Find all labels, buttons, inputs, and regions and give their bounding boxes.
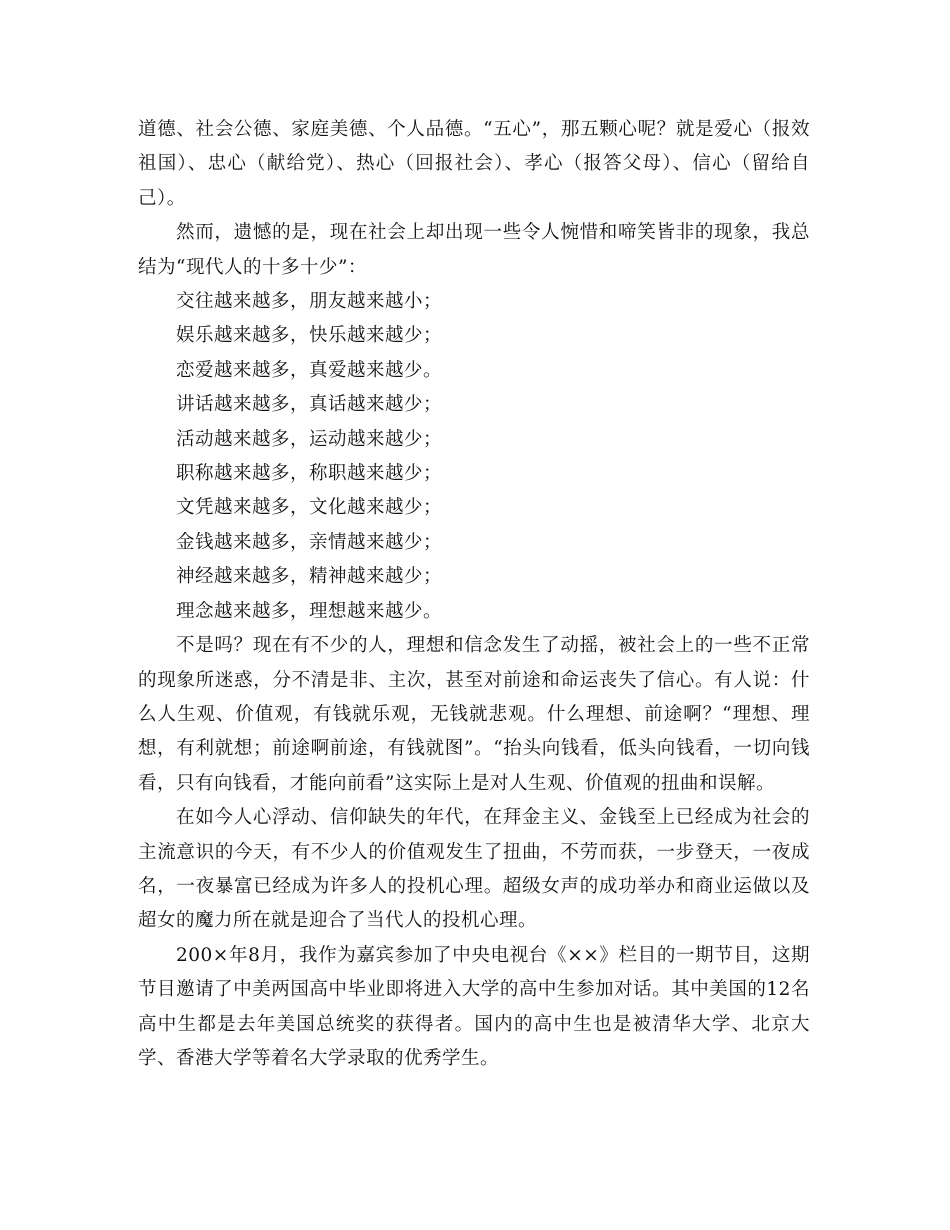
list-line: 恋爱越来越多，真爱越来越少。 bbox=[176, 359, 443, 381]
paragraph-regret-intro: 然而，遗憾的是，现在社会上却出现一些令人惋惜和啼笑皆非的现象，我总结为“现代人的十多十少”： bbox=[138, 222, 810, 278]
list-line: 文凭越来越多，文化越来越少； bbox=[176, 497, 443, 519]
list-line: 理念越来越多，理想越来越少。 bbox=[176, 600, 443, 622]
list-line: 娱乐越来越多，快乐越来越少； bbox=[176, 325, 443, 347]
paragraph-virtues: 道德、社会公德、家庭美德、个人品德。“五心”，那五颗心呢？就是爱心（报效祖国）、忠心（献给党）、热心（回报社会）、孝心（报答父母）、信心（留给自己）。 bbox=[138, 119, 810, 209]
list-line: 职称越来越多，称职越来越少； bbox=[176, 463, 443, 485]
paragraph-speculative-mindset: 在如今人心浮动、信仰缺失的年代，在拜金主义、金钱至上已经成为社会的主流意识的今天，有不少人的价值观发生了扭曲，不劳而获，一步登天，一夜成名，一夜暴富已经成为许多人的投机心理。超级女声的成功举办和商业运做以及超女的魔力所在就是迎合了当代人的投机心理。 bbox=[138, 807, 810, 932]
document-body bbox=[138, 113, 810, 1076]
list-line: 交往越来越多，朋友越来越小； bbox=[176, 291, 443, 313]
list-line: 讲话越来越多，真话越来越少； bbox=[176, 394, 443, 416]
paragraph-values-distortion: 不是吗？现在有不少的人，理想和信念发生了动摇，被社会上的一些不正常的现象所迷惑，分不清是非、主次，甚至对前途和命运丧失了信心。有人说：什么人生观、价值观，有钱就乐观，无钱就悲观。什么理想、前途啊？“理想、理想，有利就想；前途啊前途，有钱就图”。“抬头向钱看，低头向钱看，一切向钱看，只有向钱看，才能向前看”这实际上是对人生观、价值观的扭曲和误解。 bbox=[138, 635, 810, 794]
list-line: 活动越来越多，运动越来越少； bbox=[176, 428, 443, 450]
list-line: 金钱越来越多，亲情越来越少； bbox=[176, 531, 443, 553]
list-line: 神经越来越多，精神越来越少； bbox=[176, 566, 443, 588]
ten-more-ten-less-list bbox=[138, 285, 810, 629]
paragraph-cctv-program: 200×年8月，我作为嘉宾参加了中央电视台《××》栏目的一期节目，这期节目邀请了中美两国高中毕业即将进入大学的高中生参加对话。其中美国的12名高中生都是去年美国总统奖的获得者。国内的高中生也是被清华大学、北京大学、香港大学等着名大学录取的优秀学生。 bbox=[138, 944, 810, 1069]
